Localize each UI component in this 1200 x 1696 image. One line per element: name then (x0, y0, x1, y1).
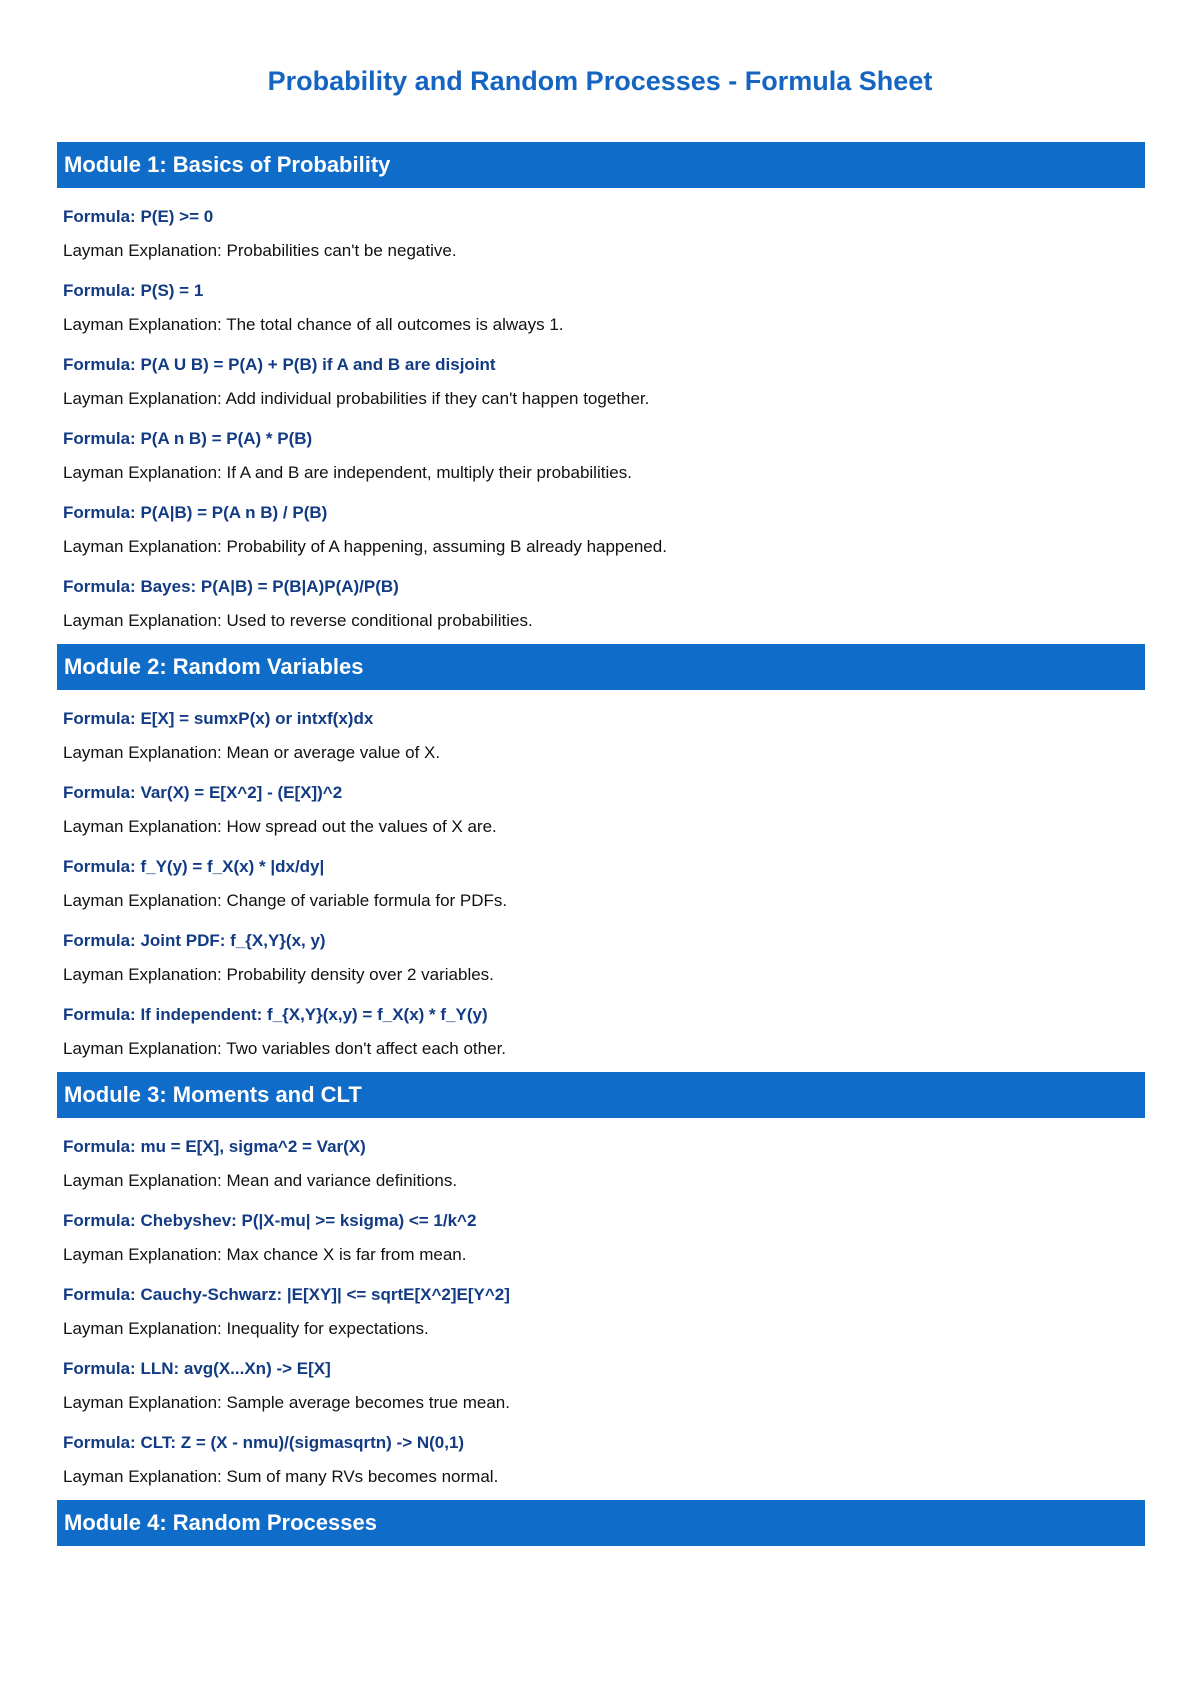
explanation-text: Add individual probabilities if they can't happen together. (225, 389, 650, 408)
explanation-line (63, 1032, 1145, 1072)
module-section (57, 1072, 1145, 1500)
explanation-text: Inequality for expectations. (226, 1319, 429, 1338)
explanation-text: Mean or average value of X. (226, 743, 441, 762)
formula-entry (63, 496, 1145, 570)
formula-text: Chebyshev: P(|X-mu| >= ksigma) <= 1/k^2 (140, 1211, 477, 1230)
explanation-line (63, 1460, 1145, 1500)
module-entries (57, 188, 1145, 644)
explanation-label: Layman Explanation: (63, 1039, 227, 1058)
module-header: Module 1: Basics of Probability (57, 142, 1145, 188)
formula-entry (63, 570, 1145, 644)
formula-text: f_Y(y) = f_X(x) * |dx/dy| (140, 857, 325, 876)
formula-line (63, 998, 1145, 1032)
formula-text: P(A U B) = P(A) + P(B) if A and B are disjoint (140, 355, 496, 374)
explanation-label: Layman Explanation: (63, 611, 227, 630)
formula-text: P(E) >= 0 (140, 207, 214, 226)
formula-entry (63, 850, 1145, 924)
modules-container (57, 142, 1145, 1546)
formula-label: Formula: (63, 503, 141, 522)
explanation-label: Layman Explanation: (63, 1467, 227, 1486)
formula-label: Formula: (63, 207, 141, 226)
formula-entry (63, 1426, 1145, 1500)
explanation-text: Change of variable formula for PDFs. (226, 891, 508, 910)
module-entries (57, 1118, 1145, 1500)
formula-line (63, 1204, 1145, 1238)
explanation-label: Layman Explanation: (63, 891, 227, 910)
formula-line (63, 200, 1145, 234)
explanation-text: The total chance of all outcomes is always 1. (226, 315, 564, 334)
explanation-line (63, 736, 1145, 776)
module-entries (57, 690, 1145, 1072)
formula-text: Bayes: P(A|B) = P(B|A)P(A)/P(B) (140, 577, 399, 596)
formula-line (63, 348, 1145, 382)
module-header: Module 4: Random Processes (57, 1500, 1145, 1546)
formula-entry (63, 1352, 1145, 1426)
explanation-text: Max chance X is far from mean. (226, 1245, 467, 1264)
explanation-text: Two variables don't affect each other. (226, 1039, 507, 1058)
explanation-text: Mean and variance definitions. (226, 1171, 458, 1190)
explanation-text: Probability of A happening, assuming B already happened. (226, 537, 667, 556)
formula-line (63, 776, 1145, 810)
formula-text: E[X] = sumxP(x) or intxf(x)dx (140, 709, 374, 728)
module-section (57, 1500, 1145, 1546)
formula-text: If independent: f_{X,Y}(x,y) = f_X(x) * f_Y(y) (140, 1005, 488, 1024)
explanation-label: Layman Explanation: (63, 463, 227, 482)
formula-label: Formula: (63, 857, 141, 876)
module-section (57, 644, 1145, 1072)
formula-label: Formula: (63, 1359, 141, 1378)
formula-text: P(S) = 1 (140, 281, 204, 300)
formula-line (63, 850, 1145, 884)
formula-line (63, 1130, 1145, 1164)
explanation-line (63, 1238, 1145, 1278)
explanation-line (63, 884, 1145, 924)
formula-line (63, 702, 1145, 736)
formula-label: Formula: (63, 1211, 141, 1230)
explanation-label: Layman Explanation: (63, 1393, 227, 1412)
formula-line (63, 570, 1145, 604)
formula-text: P(A n B) = P(A) * P(B) (140, 429, 313, 448)
formula-line (63, 924, 1145, 958)
explanation-line (63, 1312, 1145, 1352)
formula-entry (63, 1204, 1145, 1278)
formula-entry (63, 776, 1145, 850)
module-header: Module 2: Random Variables (57, 644, 1145, 690)
explanation-label: Layman Explanation: (63, 743, 227, 762)
formula-entry (63, 1130, 1145, 1204)
explanation-label: Layman Explanation: (63, 1245, 227, 1264)
explanation-text: Probability density over 2 variables. (226, 965, 494, 984)
formula-line (63, 496, 1145, 530)
formula-label: Formula: (63, 1137, 141, 1156)
explanation-text: Used to reverse conditional probabilities. (226, 611, 533, 630)
explanation-label: Layman Explanation: (63, 241, 227, 260)
formula-text: Joint PDF: f_{X,Y}(x, y) (140, 931, 326, 950)
formula-entry (63, 274, 1145, 348)
module-section (57, 142, 1145, 644)
explanation-line (63, 810, 1145, 850)
formula-label: Formula: (63, 709, 141, 728)
formula-label: Formula: (63, 281, 141, 300)
formula-label: Formula: (63, 429, 141, 448)
explanation-label: Layman Explanation: (63, 315, 227, 334)
explanation-text: Sum of many RVs becomes normal. (226, 1467, 499, 1486)
formula-entry (63, 200, 1145, 274)
explanation-line (63, 604, 1145, 644)
formula-label: Formula: (63, 355, 141, 374)
formula-text: Cauchy-Schwarz: |E[XY]| <= sqrtE[X^2]E[Y^2] (140, 1285, 510, 1304)
explanation-text: Sample average becomes true mean. (226, 1393, 510, 1412)
formula-line (63, 422, 1145, 456)
explanation-line (63, 1164, 1145, 1204)
formula-label: Formula: (63, 1005, 141, 1024)
formula-label: Formula: (63, 931, 141, 950)
explanation-line (63, 308, 1145, 348)
document-title: Probability and Random Processes - Formula Sheet (267, 66, 933, 96)
explanation-text: If A and B are independent, multiply their probabilities. (226, 463, 632, 482)
formula-line (63, 1352, 1145, 1386)
formula-text: CLT: Z = (X - nmu)/(sigmasqrtn) -> N(0,1) (140, 1433, 465, 1452)
formula-entry (63, 348, 1145, 422)
formula-text: Var(X) = E[X^2] - (E[X])^2 (140, 783, 343, 802)
explanation-text: Probabilities can't be negative. (226, 241, 457, 260)
formula-entry (63, 422, 1145, 496)
explanation-label: Layman Explanation: (63, 1171, 227, 1190)
formula-label: Formula: (63, 1285, 141, 1304)
formula-line (63, 1278, 1145, 1312)
formula-label: Formula: (63, 1433, 141, 1452)
explanation-label: Layman Explanation: (63, 537, 227, 556)
explanation-label: Layman Explanation: (63, 389, 226, 408)
explanation-label: Layman Explanation: (63, 1319, 227, 1338)
module-header: Module 3: Moments and CLT (57, 1072, 1145, 1118)
formula-label: Formula: (63, 577, 141, 596)
formula-entry (63, 998, 1145, 1072)
explanation-line (63, 382, 1145, 422)
explanation-line (63, 456, 1145, 496)
explanation-line (63, 234, 1145, 274)
explanation-line (63, 958, 1145, 998)
formula-text: LLN: avg(X...Xn) -> E[X] (140, 1359, 331, 1378)
explanation-label: Layman Explanation: (63, 965, 227, 984)
explanation-text: How spread out the values of X are. (226, 817, 497, 836)
explanation-line (63, 530, 1145, 570)
formula-line (63, 1426, 1145, 1460)
formula-label: Formula: (63, 783, 141, 802)
formula-line (63, 274, 1145, 308)
formula-text: mu = E[X], sigma^2 = Var(X) (140, 1137, 366, 1156)
explanation-line (63, 1386, 1145, 1426)
formula-entry (63, 702, 1145, 776)
explanation-label: Layman Explanation: (63, 817, 227, 836)
formula-entry (63, 1278, 1145, 1352)
formula-entry (63, 924, 1145, 998)
formula-text: P(A|B) = P(A n B) / P(B) (140, 503, 328, 522)
